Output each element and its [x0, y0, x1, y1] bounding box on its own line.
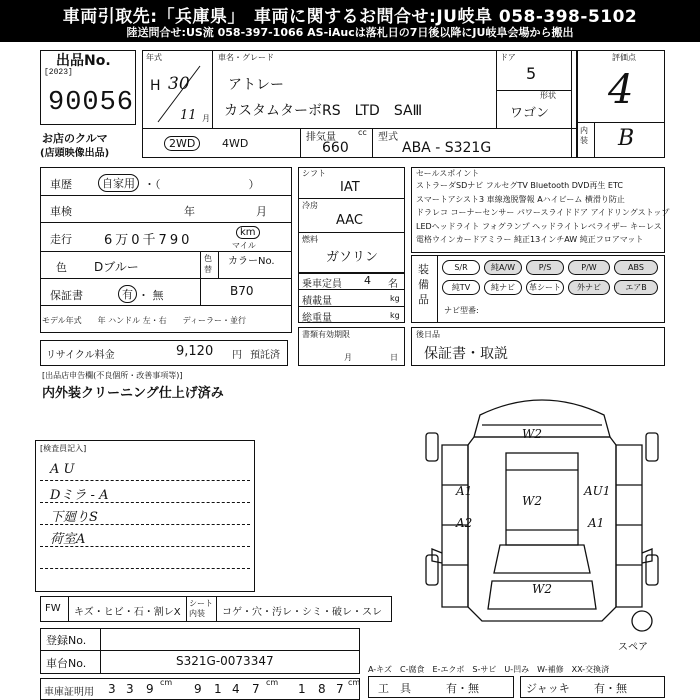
- cert-digit: 4: [232, 682, 240, 696]
- seat-label: シート内装: [189, 599, 213, 618]
- shop-notes-value: 内外装クリーニング仕上げ済み: [42, 386, 224, 401]
- fw-label: FW: [45, 603, 61, 614]
- model-label: 型式: [378, 132, 398, 143]
- warranty-value: 有: [118, 285, 137, 303]
- body-label: 形状: [540, 91, 556, 100]
- ac-label: 冷房: [302, 201, 318, 210]
- inspector-label: [検査員記入]: [40, 444, 87, 453]
- year-era: H: [150, 78, 161, 94]
- recycle-status: 預託済: [250, 350, 280, 361]
- model-value: ABA - S321G: [402, 140, 492, 156]
- recycle-label: リサイクル料金: [46, 350, 115, 361]
- displacement-label: 排気量: [306, 132, 336, 143]
- mileage-value: 6万0千790: [104, 233, 193, 248]
- seat-items: コゲ・穴・汚レ・シミ・破レ・スレ: [222, 607, 382, 618]
- displacement-unit: cc: [358, 128, 367, 137]
- header-subtitle: 陸送問合せ:US流 058-397-1066 AS-iAucは落札日の7日後以降にJU岐阜会場から搬出: [126, 26, 574, 39]
- year-month-unit: 月: [202, 114, 210, 123]
- cert-digit: 9: [194, 682, 202, 696]
- equip-abs: ABS: [614, 260, 658, 275]
- name-label: 車名・グレード: [218, 53, 274, 62]
- capacity-unit: 名: [388, 279, 398, 290]
- cert-digit: 3: [126, 682, 134, 696]
- reg-no-label: 登録No.: [46, 634, 87, 647]
- displacement-value: 660: [322, 140, 349, 156]
- lot-year-box: [2023]: [44, 68, 73, 77]
- warranty-other: ・ 無: [138, 289, 164, 302]
- inspector-line: A U: [50, 462, 75, 477]
- body-value: ワゴン: [510, 106, 550, 121]
- jack-value: 有・無: [594, 682, 627, 695]
- capacity-label: 乗車定員: [302, 279, 342, 290]
- gross-weight-unit: kg: [390, 311, 400, 320]
- equip-airbag: エアB: [614, 280, 658, 295]
- cert-label: 車庫証明用: [44, 687, 94, 698]
- fw-items: キズ・ヒビ・石・割レX: [74, 607, 181, 618]
- load-unit: kg: [390, 294, 400, 303]
- damage-front-lower: W2: [532, 582, 552, 596]
- damage-left-rear: A2: [456, 516, 473, 530]
- sales-points-list: [416, 179, 669, 247]
- equip-sr: S/R: [442, 260, 480, 275]
- inspection-year-unit: 年: [184, 205, 195, 218]
- car-damage-diagram: [420, 385, 665, 635]
- damage-left-front: A1: [456, 484, 473, 498]
- equip-power-windows: P/W: [568, 260, 610, 275]
- year-value: 30: [168, 74, 190, 94]
- doc-expiry-day: 日: [390, 353, 398, 362]
- shop-car-label: お店のクルマ: [42, 132, 108, 145]
- sales-point-line: 電格ウインカードアミラー 純正13インチAW 純正フロアマット: [416, 235, 644, 244]
- equip-power-steering: P/S: [526, 260, 564, 275]
- lot-number: 90056: [48, 88, 135, 118]
- lot-label: 出品No.: [56, 53, 111, 69]
- auction-header: [0, 0, 700, 42]
- shop-car-sub: (店頭映像出品): [40, 148, 110, 159]
- recycle-unit: 円: [232, 350, 242, 361]
- sales-point-line: ストラーダSDナビ フルセグTV Bluetooth DVD再生 ETC: [416, 181, 623, 190]
- shift-label: シフト: [302, 169, 326, 178]
- tools-label: 工 具: [378, 682, 411, 695]
- inspector-line: Dミラ - A: [50, 488, 109, 503]
- chassis-value: S321G-0073347: [176, 654, 274, 668]
- interior-label: 内装: [580, 126, 588, 145]
- sales-point-line: ドラレコ コーナーセンサー パワースライドドア アイドリングストップ: [416, 208, 670, 217]
- inspector-line: 荷室A: [50, 532, 86, 547]
- color-label: 色: [56, 261, 67, 274]
- cert-digit: 9: [146, 682, 154, 696]
- drive-4wd: 4WD: [222, 137, 249, 150]
- cert-unit: cm: [348, 678, 361, 687]
- door-value: 5: [526, 64, 537, 83]
- cert-digit: 1: [298, 682, 306, 696]
- door-label: ドア: [500, 53, 516, 62]
- shop-notes-label: [出品店申告欄(不良個所・改善事項等)]: [42, 371, 183, 380]
- mileage-unit: km: [236, 226, 260, 239]
- chassis-label: 車台No.: [46, 657, 87, 670]
- repaint-label: 色替: [204, 254, 212, 274]
- cert-digit: 3: [108, 682, 116, 696]
- capacity-value: 4: [364, 274, 371, 287]
- vehicle-name: アトレー: [228, 77, 284, 93]
- history-label: 車歴: [50, 178, 72, 191]
- vehicle-grade: カスタムターボRS LTD SAⅢ: [224, 103, 423, 119]
- equip-leather-seats: 革シート: [526, 280, 564, 295]
- inspector-line: 下廻りS: [50, 510, 98, 525]
- drive-2wd: 2WD: [164, 136, 200, 151]
- damage-right-rear: A1: [588, 516, 605, 530]
- year-label: 年式: [146, 53, 162, 62]
- damage-right-front: AU1: [584, 484, 611, 498]
- doc-expiry-label: 書類有効期限: [302, 330, 350, 339]
- nav-model-label: ナビ型番:: [444, 306, 479, 315]
- mileage-unit-alt: マイル: [232, 241, 256, 250]
- equip-oem-nav: 純ナビ: [484, 280, 522, 295]
- color-no-label: カラーNo.: [228, 256, 275, 267]
- fuel-value: ガソリン: [326, 250, 379, 265]
- ac-value: AAC: [336, 213, 363, 228]
- score-label: 評価点: [612, 53, 636, 62]
- cert-unit: cm: [160, 678, 173, 687]
- history-other: ・（ ）: [144, 178, 260, 191]
- equip-alloy-wheels: 純A/W: [484, 260, 522, 275]
- sales-point-line: LEDヘッドライト フォグランプ ヘッドライトレベライザー キーレス: [416, 221, 662, 231]
- model-year-row: モデル年式 年 ハンドル 左・右 ディーラー・並行: [42, 316, 247, 325]
- warranty-label: 保証書: [50, 289, 83, 302]
- cert-digit: 8: [318, 682, 326, 696]
- damage-legend: A-キズ C-腐食 E-エクボ S-サビ U-凹み W-補修 XX-交換済: [368, 665, 610, 674]
- jack-label: ジャッキ: [526, 682, 570, 695]
- sales-point-line: スマートアシスト3 車線逸脱警報 Aハイビーム 横滑り防止: [416, 194, 625, 204]
- cert-digit: 7: [336, 682, 344, 696]
- inspection-month-unit: 月: [256, 205, 267, 218]
- shift-value: IAT: [340, 180, 360, 195]
- history-value: 自家用: [98, 174, 139, 192]
- interior-value: B: [618, 126, 635, 151]
- cert-digit: 7: [252, 682, 260, 696]
- year-month: 11: [180, 108, 197, 123]
- equip-aftermarket-nav: 外ナビ: [568, 280, 610, 295]
- doc-expiry-month: 月: [344, 353, 352, 362]
- score-value: 4: [608, 67, 634, 113]
- equip-oem-tv: 純TV: [442, 280, 480, 295]
- gross-weight-label: 総重量: [302, 313, 332, 324]
- cert-unit: cm: [266, 678, 279, 687]
- spare-label: スペア: [618, 642, 648, 653]
- damage-rear: W2: [522, 427, 542, 441]
- sales-points-label: セールスポイント: [416, 169, 480, 178]
- documents-label: 後日品: [416, 330, 440, 339]
- equipment-label: 装備品: [418, 263, 429, 306]
- cert-digit: 1: [214, 682, 222, 696]
- damage-center: W2: [522, 494, 542, 508]
- cert-digits: [108, 678, 361, 700]
- inspection-label: 車検: [50, 205, 72, 218]
- fuel-label: 燃料: [302, 235, 318, 244]
- mileage-label: 走行: [50, 233, 72, 246]
- color-value: Dブルー: [94, 260, 139, 274]
- header-title: 車両引取先:「兵庫県」 車両に関するお問合せ:JU岐阜 058-398-5102: [62, 7, 638, 27]
- documents-value: 保証書・取説: [424, 346, 508, 362]
- tools-value: 有・無: [446, 682, 479, 695]
- color-no-value: B70: [230, 284, 254, 298]
- load-label: 積載量: [302, 296, 332, 307]
- recycle-value: 9,120: [176, 344, 214, 359]
